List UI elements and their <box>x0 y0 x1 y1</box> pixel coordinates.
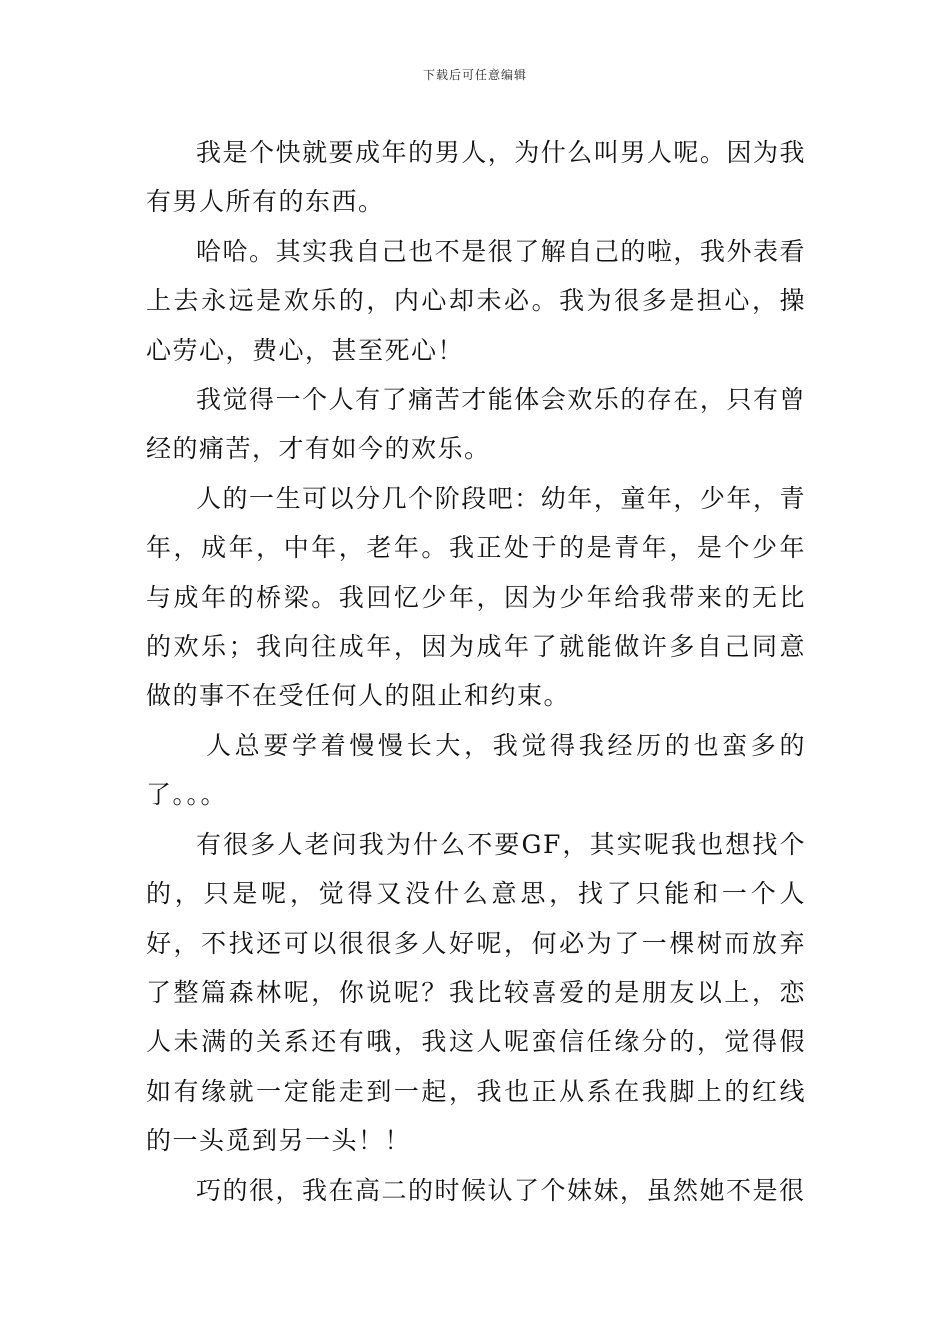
paragraph-1: 我是个快就要成年的男人，为什么叫男人呢。因为我有男人所有的东西。 <box>146 138 806 217</box>
paragraph-5: 人总要学着慢慢长大，我觉得我经历的也蛮多的了。。。 <box>146 730 806 810</box>
paragraph-3: 我觉得一个人有了痛苦才能体会欢乐的存在，只有曾经的痛苦，才有如今的欢乐。 <box>146 385 806 464</box>
document-body <box>146 128 806 1215</box>
paragraph-4: 人的一生可以分几个阶段吧：幼年，童年，少年，青年，成年，中年，老年。我正处于的是青年，是个少年与成年的桥梁。我回忆少年，因为少年给我带来的无比的欢乐；我向往成年，因为成年了就能做许多自己同意做的事不在受任何人的阻止和约束。 <box>146 483 806 711</box>
page-header: 下载后可任意编辑 <box>422 68 527 82</box>
paragraph-7: 巧的很，我在高二的时候认了个妹妹，虽然她不是很 <box>196 1175 806 1205</box>
paragraph-6: 有很多人老问我为什么不要GF，其实呢我也想找个的，只是呢，觉得又没什么意思，找了只能和一个人好，不找还可以很很多人好呢，何必为了一棵树而放弃了整篇森林呢，你说呢？我比较喜爱的是朋友以上，恋人未满的关系还有哦，我这人呢蛮信任缘分的，觉得假如有缘就一定能走到一起，我也正从系在我脚上的红线的一头觅到另一头！！ <box>146 829 806 1156</box>
paragraph-2: 哈哈。其实我自己也不是很了解自己的啦，我外表看上去永远是欢乐的，内心却未必。我为很多是担心，操心劳心，费心，甚至死心！ <box>146 236 806 365</box>
